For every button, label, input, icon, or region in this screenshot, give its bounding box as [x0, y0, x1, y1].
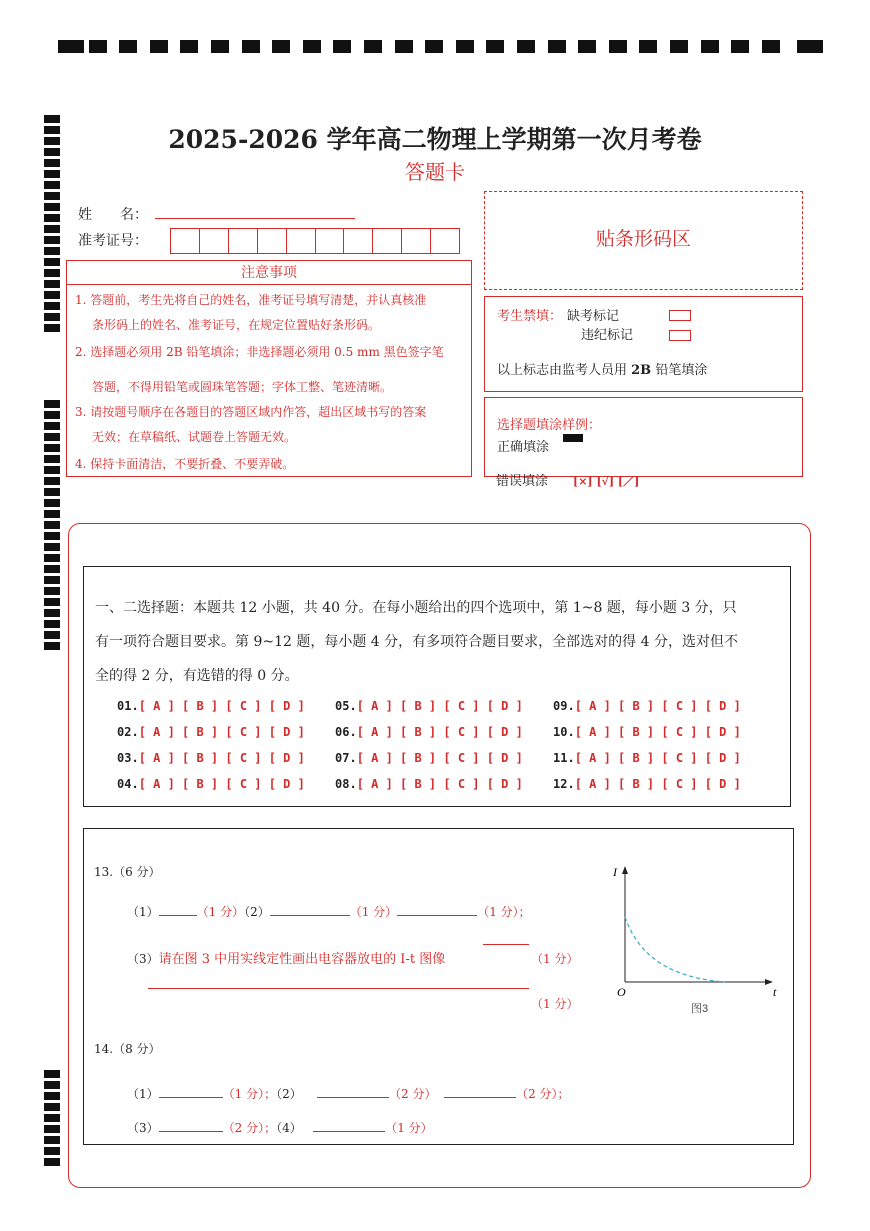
timing-mark [44, 510, 60, 518]
mc-option-bubbles[interactable]: [ A ] [ B ] [ C ] [ D ] [356, 751, 523, 765]
q13-score-4: （1 分） [531, 952, 579, 966]
q14-blank-4[interactable] [159, 1131, 223, 1132]
timing-mark [44, 477, 60, 485]
notice-item: 2. 选择题必须用 2B 铅笔填涂；非选择题必须用 0.5 mm 黑色签字笔 [75, 345, 444, 359]
q14-line2: （3） （2 分）；（4） （1 分） [127, 1121, 433, 1135]
timing-mark [44, 499, 60, 507]
notice-heading: 注意事项 [66, 260, 472, 285]
timing-mark [44, 554, 60, 562]
absent-mark-label: 缺考标记 [567, 309, 620, 324]
prohibit-label: 考生禁填： [497, 309, 563, 324]
q14-blank-3[interactable] [444, 1097, 516, 1098]
q13-blank-5[interactable] [148, 988, 529, 989]
id-digit-cell[interactable] [258, 229, 287, 253]
mc-question-number: 04. [117, 777, 139, 791]
timing-mark [44, 631, 60, 639]
id-digit-cell[interactable] [171, 229, 200, 253]
id-digit-cell[interactable] [200, 229, 229, 253]
mc-question[interactable] [335, 725, 523, 739]
timing-mark [44, 565, 60, 573]
absent-checkbox[interactable] [669, 310, 691, 321]
timing-mark [609, 40, 627, 53]
mc-question-number: 09. [553, 699, 575, 713]
id-number-grid[interactable] [170, 228, 460, 254]
violation-mark-label: 违纪标记 [581, 328, 634, 343]
notice-item: 1. 答题前，考生先将自己的姓名，准考证号填写清楚，并认真核准 [75, 293, 427, 307]
correct-fill-sample [563, 434, 583, 442]
timing-mark [44, 247, 60, 255]
timing-mark [272, 40, 290, 53]
timing-mark [548, 40, 566, 53]
top-timing-marks [58, 40, 823, 56]
timing-mark [797, 40, 823, 53]
timing-mark [44, 576, 60, 584]
timing-mark [44, 291, 60, 299]
mc-question-number: 05. [335, 699, 357, 713]
timing-mark [44, 258, 60, 266]
notice-item: 4. 保持卡面清洁，不要折叠、不要弄破。 [75, 457, 295, 471]
prohibit-note: 以上标志由监考人员用 2B 铅笔填涂 [497, 363, 708, 378]
timing-mark [44, 313, 60, 321]
mc-intro-line: 有一项符合题目要求。第 9~12 题，每小题 4 分，有多项符合题目要求，全部选对的得 4 分，选对但不 [95, 634, 738, 650]
timing-mark [701, 40, 719, 53]
graph-discharge-curve [625, 917, 725, 982]
timing-mark [44, 1081, 60, 1089]
id-label: 准考证号： [78, 233, 148, 249]
violation-checkbox[interactable] [669, 330, 691, 341]
q13-score-5: （1 分） [531, 997, 579, 1011]
timing-mark [44, 400, 60, 408]
timing-mark [44, 455, 60, 463]
fill-example-box [484, 397, 803, 477]
timing-mark [44, 1147, 60, 1155]
timing-mark [486, 40, 504, 53]
id-digit-cell[interactable] [287, 229, 316, 253]
mc-option-bubbles[interactable]: [ A ] [ B ] [ C ] [ D ] [574, 699, 741, 713]
timing-mark [44, 280, 60, 288]
timing-mark [731, 40, 749, 53]
graph-x-label: t [773, 985, 777, 999]
timing-mark [211, 40, 229, 53]
mc-option-bubbles[interactable]: [ A ] [ B ] [ C ] [ D ] [574, 725, 741, 739]
examiner-only-box [484, 296, 803, 392]
timing-mark [517, 40, 535, 53]
q13-blank-4[interactable] [483, 944, 529, 945]
graph-caption: 图3 [691, 1003, 709, 1015]
timing-mark [639, 40, 657, 53]
correct-fill-label: 正确填涂 [497, 440, 550, 455]
timing-mark [44, 214, 60, 222]
mc-option-bubbles[interactable]: [ A ] [ B ] [ C ] [ D ] [138, 777, 305, 791]
wrong-fill-label: 错误填涂 [496, 474, 549, 489]
timing-mark [44, 642, 60, 650]
mc-question-number: 08. [335, 777, 357, 791]
q14-blank-1[interactable] [159, 1097, 223, 1098]
mc-question-number: 11. [553, 751, 575, 765]
exam-title: 2025-2026 学年高二物理上学期第一次月考卷 [168, 125, 702, 154]
mc-question-number: 07. [335, 751, 357, 765]
mc-question[interactable] [553, 777, 741, 791]
id-digit-cell[interactable] [373, 229, 402, 253]
graph-y-arrow [622, 866, 628, 874]
it-graph-figure [605, 860, 785, 1020]
timing-mark [44, 532, 60, 540]
timing-mark [303, 40, 321, 53]
q14-line1: （1） （1 分）；（2） （2 分） （2 分）； [127, 1087, 570, 1101]
mc-question-number: 06. [335, 725, 357, 739]
id-digit-cell[interactable] [344, 229, 373, 253]
mc-option-bubbles[interactable]: [ A ] [ B ] [ C ] [ D ] [138, 751, 305, 765]
timing-mark [44, 302, 60, 310]
id-digit-cell[interactable] [229, 229, 258, 253]
timing-mark [119, 40, 137, 53]
timing-mark [425, 40, 443, 53]
timing-mark [456, 40, 474, 53]
timing-mark [578, 40, 596, 53]
q14-title: 14.（8 分） [94, 1042, 161, 1056]
graph-origin-label: O [617, 985, 626, 999]
mc-question-number: 10. [553, 725, 575, 739]
timing-mark [180, 40, 198, 53]
fill-example-title: 选择题填涂样例： [497, 418, 602, 433]
timing-mark [44, 225, 60, 233]
timing-mark [44, 1136, 60, 1144]
timing-mark [44, 488, 60, 496]
mc-option-bubbles[interactable]: [ A ] [ B ] [ C ] [ D ] [356, 777, 523, 791]
timing-mark [44, 236, 60, 244]
mc-question-number: 02. [117, 725, 139, 739]
mc-option-bubbles[interactable]: [ A ] [ B ] [ C ] [ D ] [356, 699, 523, 713]
timing-mark [44, 620, 60, 628]
timing-mark [44, 543, 60, 551]
id-digit-cell[interactable] [431, 229, 459, 253]
timing-mark [44, 466, 60, 474]
timing-mark [242, 40, 260, 53]
timing-mark [44, 433, 60, 441]
timing-mark [44, 1158, 60, 1166]
multiple-choice-section [83, 566, 791, 807]
timing-mark [395, 40, 413, 53]
mc-question[interactable] [553, 751, 741, 765]
mc-option-bubbles[interactable]: [ A ] [ B ] [ C ] [ D ] [138, 725, 305, 739]
timing-mark [44, 1125, 60, 1133]
answer-sheet-label: 答题卡 [405, 160, 465, 184]
mc-intro-line: 一、二选择题：本题共 12 小题，共 40 分。在每小题给出的四个选项中，第 1~8 题，每小题 3 分，只 [95, 600, 737, 616]
timing-mark [44, 587, 60, 595]
timing-mark [44, 324, 60, 332]
mc-question-number: 03. [117, 751, 139, 765]
q13-title: 13.（6 分） [94, 865, 161, 879]
timing-mark [44, 411, 60, 419]
id-digit-cell[interactable] [402, 229, 431, 253]
timing-mark [44, 203, 60, 211]
timing-mark [44, 521, 60, 529]
notice-item: 无效；在草稿纸、试题卷上答题无效。 [92, 430, 297, 444]
graph-x-arrow [765, 979, 773, 985]
q13-blank-1[interactable] [159, 915, 197, 916]
q14-blank-2[interactable] [317, 1097, 389, 1098]
timing-mark [44, 422, 60, 430]
mc-option-bubbles[interactable]: [ A ] [ B ] [ C ] [ D ] [574, 777, 741, 791]
q13-blank-3[interactable] [397, 915, 477, 916]
name-field[interactable] [155, 218, 355, 219]
notice-item: 条形码上的姓名、准考证号，在规定位置贴好条形码。 [92, 318, 381, 332]
timing-mark [670, 40, 688, 53]
mc-intro-line: 全的得 2 分，有选错的得 0 分。 [95, 668, 299, 684]
timing-mark [44, 1103, 60, 1111]
q13-blank-2[interactable] [270, 915, 350, 916]
timing-mark [150, 40, 168, 53]
q13-line2: （3）请在图 3 中用实线定性画出电容器放电的 I-t 图像 [127, 952, 446, 967]
timing-mark [44, 444, 60, 452]
notice-item: 答题，不得用铅笔或圆珠笔答题；字体工整、笔迹清晰。 [92, 380, 393, 394]
mc-option-bubbles[interactable]: [ A ] [ B ] [ C ] [ D ] [356, 725, 523, 739]
mc-question[interactable] [335, 751, 523, 765]
mc-option-bubbles[interactable]: [ A ] [ B ] [ C ] [ D ] [574, 751, 741, 765]
timing-mark [89, 40, 107, 53]
mc-question[interactable] [335, 777, 523, 791]
mc-question-number: 01. [117, 699, 139, 713]
mc-question[interactable] [335, 699, 523, 713]
mc-question[interactable] [117, 751, 305, 765]
timing-mark [762, 40, 780, 53]
wrong-fill-samples: [×] [√] [／] [573, 475, 640, 488]
name-label: 姓 名： [78, 207, 148, 223]
mc-option-bubbles[interactable]: [ A ] [ B ] [ C ] [ D ] [138, 699, 305, 713]
timing-mark [44, 609, 60, 617]
mc-question[interactable] [117, 777, 305, 791]
graph-y-label: I [613, 865, 617, 879]
timing-mark [44, 1092, 60, 1100]
mc-question[interactable] [117, 699, 305, 713]
notice-item: 3. 请按题号顺序在各题目的答题区域内作答，超出区域书写的答案 [75, 405, 427, 419]
mc-question[interactable] [117, 725, 305, 739]
timing-mark [364, 40, 382, 53]
timing-mark [58, 40, 84, 53]
timing-mark [44, 1070, 60, 1078]
id-digit-cell[interactable] [316, 229, 345, 253]
mc-question[interactable] [553, 699, 741, 713]
timing-mark [333, 40, 351, 53]
timing-mark [44, 598, 60, 606]
mc-question[interactable] [553, 725, 741, 739]
q14-blank-5[interactable] [313, 1131, 385, 1132]
notice-box [66, 285, 472, 477]
timing-mark [44, 192, 60, 200]
q13-line1: （1） （1 分）（2） （1 分） （1 分）； [127, 905, 531, 919]
barcode-area: 贴条形码区 [484, 191, 803, 290]
timing-mark [44, 269, 60, 277]
timing-mark [44, 1114, 60, 1122]
mc-question-number: 12. [553, 777, 575, 791]
